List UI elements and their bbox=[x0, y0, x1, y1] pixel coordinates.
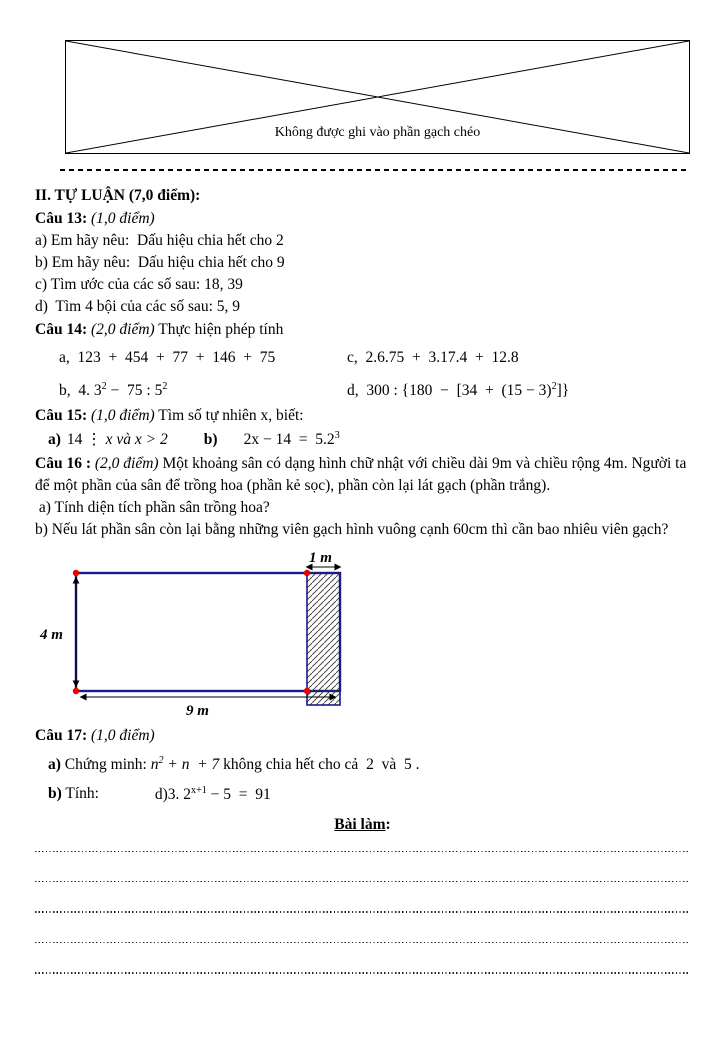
answer-title: Bài làm bbox=[334, 815, 386, 833]
q15-a-expr bbox=[67, 430, 168, 449]
q13-points: (1,0 điểm) bbox=[90, 210, 155, 227]
q16-label: Câu 16 : bbox=[35, 455, 91, 473]
q17-header bbox=[35, 725, 690, 747]
flower-strip-hatched bbox=[307, 573, 340, 705]
q15-intro: Tìm số tự nhiên x, biết: bbox=[158, 407, 304, 425]
corner-dot bbox=[73, 570, 79, 576]
q17-item-b bbox=[35, 779, 690, 805]
q14-row-1 bbox=[35, 345, 690, 370]
q15-a-label: a) bbox=[48, 431, 61, 449]
q15-points: (1,0 điểm) bbox=[90, 407, 155, 425]
cross-box-label: Không được ghi vào phần gạch chéo bbox=[274, 125, 481, 140]
q13-header bbox=[35, 208, 690, 230]
answer-heading bbox=[35, 814, 690, 836]
yard-length-label: 9 m bbox=[186, 703, 209, 720]
strip-width-label: 1 m bbox=[309, 550, 332, 567]
answer-dotted-line bbox=[35, 851, 690, 852]
q17-item-a bbox=[35, 750, 690, 776]
corner-dot bbox=[73, 688, 79, 694]
q17-a-prefix: Chứng minh: bbox=[64, 756, 147, 774]
q16-body: Một khoảng sân có dạng hình chữ nhật với chiều dài 9m và chiều rộng 4m. Người ta để một phần của sân để trồng hoa (phần kẻ sọc), phần còn lại lát gạch (phần trắng). bbox=[35, 455, 687, 495]
q15-b-label: b) bbox=[203, 431, 218, 449]
corner-dot bbox=[304, 688, 310, 694]
answer-dotted-line bbox=[35, 972, 690, 973]
q15-a-expr-var: x và x > 2 bbox=[105, 431, 168, 449]
exam-content bbox=[0, 171, 725, 974]
section-title bbox=[35, 185, 690, 207]
q14-expr-d: d, 300 : $\{180 - [34 + (15 - 3)^2]\}$ bbox=[347, 381, 570, 400]
yard-width-label: 4 m bbox=[40, 627, 63, 644]
q13-item-b: b) Em hãy nêu: Dấu hiệu chia hết cho 9 bbox=[35, 254, 285, 271]
q14-label: Câu 14: bbox=[35, 321, 88, 338]
yard-rectangle bbox=[76, 573, 340, 691]
q15-a-expr-num: 14 ⋮ bbox=[66, 431, 106, 449]
q14-expr-a: a, 123 + 454 + 77 + 146 + 75 bbox=[59, 349, 276, 366]
q17-a-label: a) bbox=[48, 756, 61, 774]
q16-item-a: a) Tính diện tích phần sân trồng hoa? bbox=[35, 499, 270, 517]
answer-lines bbox=[35, 851, 690, 974]
q16-diagram bbox=[0, 547, 725, 719]
q14-row-2 bbox=[35, 374, 690, 403]
q16-points: (2,0 điểm) bbox=[94, 455, 159, 473]
q15-b-expr: $2x - 14 = 5.2^3$ bbox=[243, 430, 340, 449]
corner-dot bbox=[304, 570, 310, 576]
q17-b-expr: d)3. $2^{x+1} - 5 = 91$ bbox=[154, 784, 271, 803]
q16-header bbox=[35, 453, 690, 497]
q17-b-label: b) bbox=[48, 785, 62, 803]
exam-page bbox=[0, 40, 725, 974]
q13-label: Câu 13: bbox=[35, 210, 88, 227]
q16-item-b: b) Nếu lát phần sân còn lại bằng những viên gạch hình vuông cạnh 60cm thì cần bao nhiêu viên gạch? bbox=[35, 521, 669, 539]
crossed-out-box bbox=[65, 40, 690, 154]
q14-points: (2,0 điểm) bbox=[90, 321, 155, 338]
q17-points: (1,0 điểm) bbox=[90, 727, 155, 745]
q17-a-expr: $n^2 + n + 7$ bbox=[150, 755, 220, 774]
q15-row bbox=[35, 430, 690, 449]
section-title-text: II. TỰ LUẬN (7,0 điểm): bbox=[35, 187, 201, 204]
q15-label: Câu 15: bbox=[35, 407, 88, 425]
q13-item-d: d) Tìm 4 bội của các số sau: 5, 9 bbox=[35, 298, 241, 315]
q13-item-a: a) Em hãy nêu: Dấu hiệu chia hết cho 2 bbox=[35, 232, 284, 249]
q17-label: Câu 17: bbox=[35, 727, 88, 745]
q14-header bbox=[35, 319, 690, 341]
answer-dotted-line bbox=[35, 942, 690, 943]
q13-item-c: c) Tìm ước của các số sau: 18, 39 bbox=[35, 276, 243, 293]
q14-intro: Thực hiện phép tính bbox=[158, 321, 284, 338]
answer-colon: : bbox=[385, 815, 391, 833]
q17-a-suffix: không chia hết cho cả 2 và 5 . bbox=[223, 756, 420, 774]
answer-dotted-line bbox=[35, 911, 690, 912]
q14-expr-c: c, 2.6.75 + 3.17.4 + 12.8 bbox=[347, 349, 519, 366]
q17-b-prefix: Tính: bbox=[65, 785, 99, 803]
answer-dotted-line bbox=[35, 881, 690, 882]
q14-expr-b: b, 4. $3^2 - 75$ : $5^2$ bbox=[59, 381, 168, 400]
q15-header bbox=[35, 405, 690, 427]
